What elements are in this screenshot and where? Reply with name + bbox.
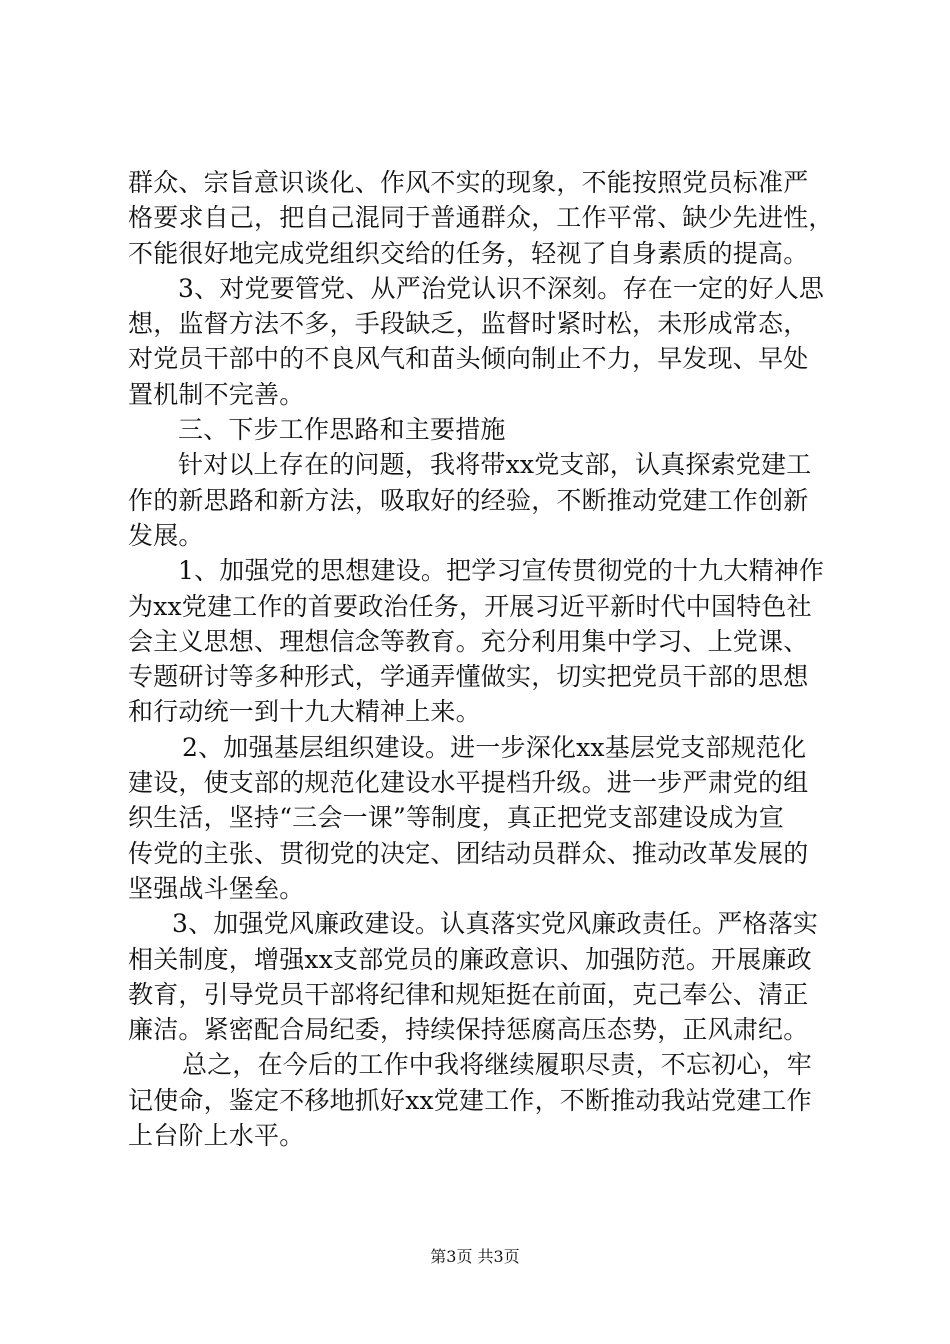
text-line: 建设，使支部的规范化建设水平提档升级。进一步严肃党的组 <box>128 768 809 798</box>
text-line: 相关制度，增强xx支部党员的廉政意识、加强防范。开展廉政 <box>128 944 812 974</box>
text-line: 上台阶上水平。 <box>128 1121 305 1151</box>
text-line: 3、加强党风廉政建设。认真落实党风廉政责任。严格落实 <box>172 909 819 939</box>
text-line: 群众、宗旨意识谈化、作风不实的现象，不能按照党员标准严 <box>128 168 809 197</box>
text-line: 总之，在今后的工作中我将继续履职尽责，不忘初心，牢 <box>182 1050 813 1080</box>
text-line: 专题研讨等多种形式，学通弄懂做实，切实把党员干部的思想 <box>128 662 809 692</box>
text-line: 2、加强基层组织建设。进一步深化xx基层党支部规范化 <box>182 732 807 762</box>
text-line: 置机制不完善。 <box>128 379 305 409</box>
text-line: 针对以上存在的问题，我将带xx党支部，认真探索党建工 <box>178 450 812 480</box>
text-line: 教育，引导党员干部将纪律和规矩挺在前面，克己奉公、清正 <box>128 979 809 1009</box>
text-line: 会主义思想、理想信念等教育。充分利用集中学习、上党课、 <box>128 626 809 656</box>
text-line: 织生活，坚持“三会一课”等制度，真正把党支部建设成为宣 <box>128 803 784 833</box>
text-line: 格要求自己，把自己混同于普通群众，工作平常、缺少先进性， <box>128 203 834 233</box>
text-line: 传党的主张、贯彻党的决定、团结动员群众、推动改革发展的 <box>128 838 809 868</box>
text-line: 为xx党建工作的首要政治任务，开展习近平新时代中国特色社 <box>128 591 812 621</box>
text-line: 对党员干部中的不良风气和苗头倾向制止不力，早发现、早处 <box>128 344 809 374</box>
text-line: 发展。 <box>128 520 204 550</box>
text-line: 作的新思路和新方法，吸取好的经验，不断推动党建工作创新 <box>128 485 809 515</box>
page-footer: 第3页 共3页 <box>430 1247 520 1266</box>
text-line: 不能很好地完成党组织交给的任务，轻视了自身素质的提高。 <box>128 238 809 268</box>
section-heading: 三、下步工作思路和主要措施 <box>178 415 506 445</box>
text-line: 想，监督方法不多，手段缺乏，监督时紧时松，未形成常态， <box>128 309 809 339</box>
text-line: 和行动统一到十九大精神上来。 <box>128 697 481 727</box>
text-line: 3、对党要管党、从严治党认识不深刻。存在一定的好人思 <box>178 273 825 303</box>
text-line: 廉洁。紧密配合局纪委，持续保持惩腐高压态势，正风肃纪。 <box>128 1015 809 1045</box>
text-line: 1、加强党的思想建设。把学习宣传贯彻党的十九大精神作 <box>178 556 825 586</box>
text-line: 记使命，鉴定不移地抓好xx党建工作，不断推动我站党建工作 <box>128 1085 812 1115</box>
document-body <box>128 165 834 1153</box>
text-line: 坚强战斗堡垒。 <box>128 873 305 903</box>
